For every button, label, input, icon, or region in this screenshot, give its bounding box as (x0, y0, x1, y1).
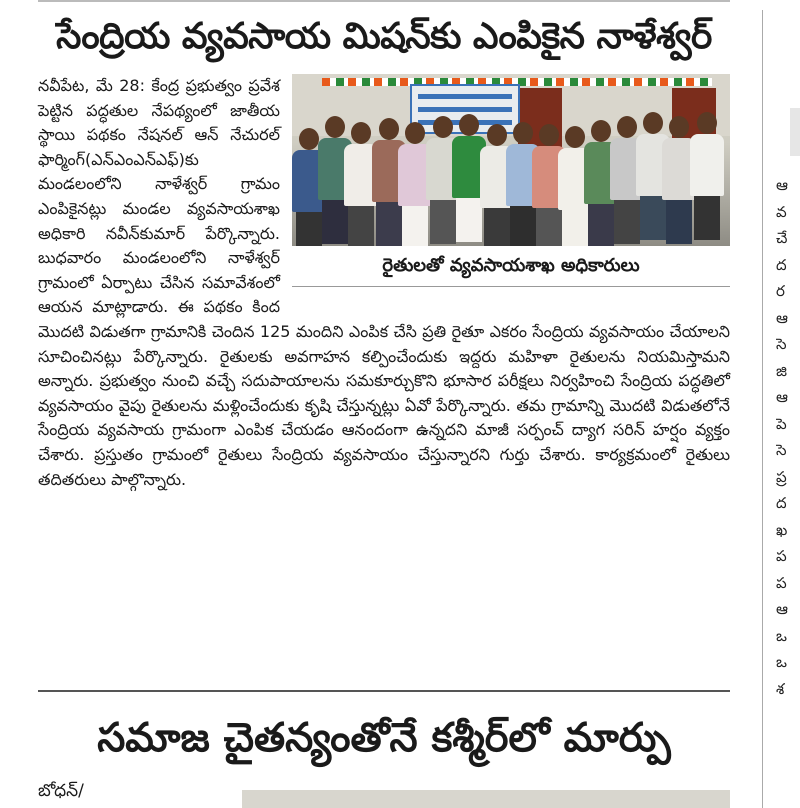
photo-caption: రైతులతో వ్యవసాయశాఖ అధికారులు (292, 246, 730, 287)
second-article-headline: సమాజ చైతన్యంతోనే కశ్మీర్‌లో మార్పు (97, 715, 671, 761)
adjacent-photo-fragment (790, 108, 800, 156)
top-rule (38, 0, 730, 2)
adjacent-column-line: ఖ (776, 520, 788, 539)
adjacent-column-line: జి (776, 361, 787, 380)
adjacent-column-line: ప (776, 573, 787, 592)
article-separator-rule (38, 690, 730, 692)
adjacent-column-text (776, 172, 800, 702)
adjacent-column-line: ర (776, 282, 785, 300)
second-article-dateline: బోధన్/ (38, 781, 84, 801)
adjacent-column-line: ద (776, 255, 787, 274)
adjacent-column-line: సె (776, 335, 787, 353)
group-of-people (292, 106, 730, 246)
adjacent-column-line: వ (776, 202, 787, 221)
adjacent-column-line: ఒ (776, 653, 787, 671)
adjacent-column-fragment (776, 0, 800, 808)
article-headline: సేంద్రియ వ్యవసాయ మిషన్‌కు ఎంపికైన నాళేశ్వర్ (56, 16, 712, 57)
news-photo (292, 74, 730, 246)
article-dateline: నవీపేట, మే 28: (38, 76, 145, 95)
column-divider (762, 10, 763, 808)
second-article-photo (242, 790, 730, 808)
adjacent-column-line: ద (776, 494, 787, 512)
adjacent-column-line: ఒ (776, 626, 787, 645)
adjacent-column-line: ఆ (776, 308, 788, 327)
adjacent-column-line: ఆ (776, 388, 788, 406)
adjacent-column-line: పె (776, 414, 787, 433)
adjacent-column-line: ప (776, 547, 787, 565)
person (690, 112, 724, 240)
adjacent-column-line: శ (776, 679, 785, 698)
adjacent-column-line: ఆ (776, 176, 788, 194)
article-body (38, 74, 730, 492)
adjacent-column-line: ఆ (776, 600, 788, 618)
adjacent-column-line: సె (776, 441, 787, 459)
news-photo-figure (292, 74, 730, 292)
main-column (38, 0, 730, 808)
adjacent-column-line: చే (776, 229, 788, 247)
adjacent-column-line: ప్ర (776, 467, 787, 486)
article-body-text: కేంద్ర ప్రభుత్వం ప్రవేశ పెట్టిన పద్ధతుల నేపథ్యంలో జాతీయ స్థాయి పథకం నేషనల్ ఆన్ నేచురల్ ఫార్మింగ్(ఎన్‌ఎంఎన్‌ఎఫ్)కు మండలంలోని నాళేశ్వర్ గ్రామం ఎంపికైనట్లు మండల వ్యవసాయశాఖ అధికారి నవీన్‌కుమార్ పేర్కొన్నారు. బుధవారం మండలంలోని నాళేశ్వర్ గ్రామంలో ఏర్పాటు చేసిన సమావేశంలో ఆయన మాట్లాడారు. ఈ పథకం కింద మొదటి విడుతగా గ్రామానికి చెందిన 125 మందిని ఎంపిక చేసి ప్రతి రైతూ ఎకరం సేంద్రియ వ్యవసాయం చేయాలని సూచించినట్లు పేర్కొన్నారు. రైతులకు అవగాహన కల్పించేందుకు ఇద్దరు మహిళా రైతులను నియమిస్తామని అన్నారు. ప్రభుత్వం నుంచి వచ్చే సదుపాయాలను సమకూర్చుకొని భూసార పరీక్షలు నిర్వహించి సేంద్రియ పద్ధతిలో వ్యవసాయం వైపు రైతులను మళ్లించేందుకు కృషి చేస్తున్నట్లు ఏవో పేర్కొన్నారు. తమ గ్రామాన్ని మొదటి విడుతలోనే సేంద్రియ వ్యవసాయ గ్రామంగా ఎంపిక చేయడం ఆనందంగా ఉన్నదని మాజీ సర్పంచ్ ద్యాగ సరిన్ హర్షం వ్యక్తం చేశారు. ప్రస్తుతం గ్రామంలో రైతులు సేంద్రియ వ్యవసాయం చేస్తున్నారని గుర్తు చేశారు. కార్యక్రమంలో రైతులు తదితరులు పాల్గొన్నారు. (38, 76, 730, 489)
